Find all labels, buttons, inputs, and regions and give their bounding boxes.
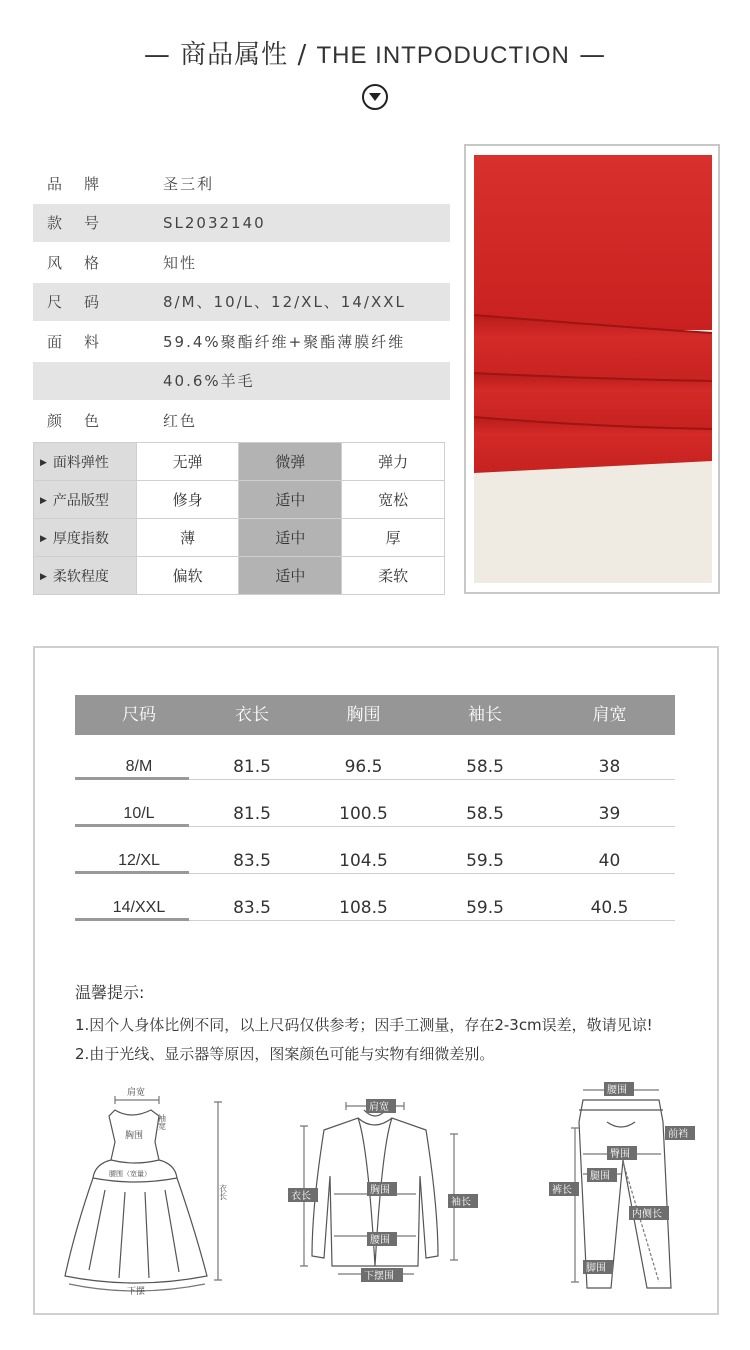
size-section bbox=[33, 646, 719, 1315]
feature-option-selected: 微弹 bbox=[239, 443, 342, 481]
attribute-value: 圣三利 bbox=[163, 174, 215, 193]
attribute-row-material-cont bbox=[33, 362, 450, 400]
value-cell: 96.5 bbox=[344, 757, 383, 777]
value-cell: 58.5 bbox=[466, 804, 504, 824]
table-row bbox=[75, 842, 675, 889]
tips-block bbox=[75, 978, 653, 1069]
pants-measure-diagram bbox=[547, 1082, 697, 1290]
header-cell: 尺码 bbox=[122, 705, 156, 725]
row-divider-accent bbox=[75, 824, 189, 827]
value-cell: 81.5 bbox=[233, 804, 271, 824]
header-cell: 衣长 bbox=[235, 705, 269, 725]
feature-grid bbox=[33, 442, 445, 595]
attribute-key: 面料 bbox=[47, 332, 122, 351]
table-row bbox=[75, 748, 675, 795]
pants-label-thigh: 腿围 bbox=[590, 1171, 610, 1182]
attribute-row-color bbox=[33, 401, 450, 439]
size-cell: 10/L bbox=[123, 805, 155, 822]
feature-option: 弹力 bbox=[342, 443, 445, 481]
attribute-key: 颜色 bbox=[47, 411, 122, 430]
attribute-row-style-no bbox=[33, 204, 450, 242]
size-cell: 8/M bbox=[125, 758, 153, 775]
feature-row-thickness bbox=[34, 519, 445, 557]
shirt-label-waist: 腰围 bbox=[370, 1235, 390, 1246]
value-cell: 40.5 bbox=[590, 898, 629, 918]
row-divider-accent bbox=[75, 777, 189, 780]
shirt-tags bbox=[288, 1099, 478, 1282]
pants-tags bbox=[549, 1082, 695, 1274]
tips-title: 温馨提示: bbox=[75, 983, 145, 1002]
feature-option: 修身 bbox=[136, 481, 239, 519]
value-cell: 81.5 bbox=[233, 757, 271, 777]
feature-option: 柔软 bbox=[342, 557, 445, 595]
value-cell: 108.5 bbox=[339, 898, 388, 918]
pants-label-inseam: 内侧长 bbox=[632, 1209, 662, 1220]
pants-label-waist: 腰围 bbox=[607, 1085, 627, 1096]
feature-option-selected: 适中 bbox=[239, 557, 342, 595]
feature-option: 宽松 bbox=[342, 481, 445, 519]
section-title: — 商品属性 / THE INTPODUCTION — bbox=[143, 40, 607, 70]
table-row bbox=[75, 889, 675, 936]
value-cell: 83.5 bbox=[233, 898, 271, 918]
attribute-key: 风格 bbox=[47, 253, 122, 272]
tip-line: 2.由于光线、显示器等原因，图案颜色可能与实物有细微差别。 bbox=[75, 1045, 495, 1063]
pants-label-rise: 前裆 bbox=[668, 1129, 688, 1140]
row-divider bbox=[189, 873, 675, 874]
triangle-right-icon: ▶ bbox=[40, 533, 47, 544]
size-cell: 12/XL bbox=[118, 852, 160, 869]
attribute-value: 知性 bbox=[163, 253, 198, 272]
triangle-right-icon: ▶ bbox=[40, 495, 47, 506]
shirt-label-chest: 胸围 bbox=[370, 1185, 390, 1196]
attribute-key: 尺码 bbox=[47, 293, 122, 311]
attribute-key: 款号 bbox=[47, 214, 122, 232]
feature-label: ▶ 厚度指数 bbox=[34, 519, 137, 557]
size-cell: 14/XXL bbox=[112, 899, 166, 916]
shirt-label-shoulder: 肩宽 bbox=[369, 1102, 389, 1113]
feature-option-selected: 适中 bbox=[239, 481, 342, 519]
chevron-down-circle-icon bbox=[362, 84, 388, 110]
size-table-body bbox=[75, 748, 675, 936]
shirt-label-sleeve: 袖长 bbox=[451, 1197, 471, 1208]
value-cell: 104.5 bbox=[339, 851, 388, 871]
row-divider-accent bbox=[75, 918, 189, 921]
fabric-photo-frame bbox=[464, 144, 720, 594]
dress-label-shoulder: 肩宽 bbox=[127, 1088, 146, 1098]
feature-option: 偏软 bbox=[136, 557, 239, 595]
feature-option: 无弹 bbox=[136, 443, 239, 481]
row-divider bbox=[189, 920, 675, 921]
triangle-right-icon: ▶ bbox=[40, 571, 47, 582]
shirt-label-length: 衣长 bbox=[291, 1191, 311, 1202]
size-table-header bbox=[75, 695, 675, 735]
feature-option: 厚 bbox=[342, 519, 445, 557]
table-row bbox=[75, 795, 675, 842]
value-cell: 83.5 bbox=[233, 851, 271, 871]
attribute-row-material bbox=[33, 322, 450, 360]
fabric-photo bbox=[474, 155, 712, 583]
value-cell: 59.5 bbox=[466, 851, 504, 871]
dress-label-chest: 胸围 bbox=[125, 1131, 144, 1141]
feature-row-fit bbox=[34, 481, 445, 519]
pants-label-length: 裤长 bbox=[552, 1185, 572, 1196]
header-cell: 肩宽 bbox=[592, 705, 627, 725]
pants-label-hem: 脚围 bbox=[586, 1263, 606, 1274]
feature-row-softness bbox=[34, 557, 445, 595]
value-cell: 100.5 bbox=[339, 804, 388, 824]
value-cell: 39 bbox=[598, 804, 621, 824]
triangle-right-icon: ▶ bbox=[40, 457, 47, 468]
value-cell: 38 bbox=[598, 757, 621, 777]
row-divider bbox=[189, 779, 675, 780]
section-header bbox=[0, 34, 750, 71]
feature-row-elasticity bbox=[34, 443, 445, 481]
attribute-value: 8/M、10/L、12/XL、14/XXL bbox=[163, 293, 406, 311]
dress-label-hem: 下摆 bbox=[127, 1287, 146, 1297]
attribute-value: 40.6%羊毛 bbox=[163, 372, 255, 390]
attribute-row-brand bbox=[33, 164, 450, 202]
feature-label: ▶ 面料弹性 bbox=[34, 443, 137, 481]
value-cell: 40 bbox=[598, 851, 621, 871]
attribute-list bbox=[33, 164, 450, 439]
attribute-row-size bbox=[33, 283, 450, 321]
dress-label-length: 衣长 bbox=[218, 1184, 228, 1200]
shirt-measure-diagram bbox=[288, 1096, 488, 1286]
attribute-key: 品牌 bbox=[47, 174, 122, 193]
value-cell: 58.5 bbox=[466, 757, 504, 777]
row-divider bbox=[189, 826, 675, 827]
attribute-value: SL2032140 bbox=[163, 213, 266, 232]
shirt-label-hem: 下摆围 bbox=[364, 1271, 394, 1282]
dress-label-waist: 腰围（宽量） bbox=[109, 1170, 151, 1178]
attribute-value: 红色 bbox=[163, 411, 198, 430]
attribute-value: 59.4%聚酯纤维+聚酯薄膜纤维 bbox=[163, 332, 406, 351]
row-divider-accent bbox=[75, 871, 189, 874]
feature-label: ▶ 柔软程度 bbox=[34, 557, 137, 595]
header-cell: 袖长 bbox=[468, 705, 502, 725]
value-cell: 59.5 bbox=[466, 898, 504, 918]
feature-label: ▶ 产品版型 bbox=[34, 481, 137, 519]
attribute-row-style bbox=[33, 243, 450, 281]
header-cell: 胸围 bbox=[346, 705, 381, 725]
dress-measure-diagram bbox=[55, 1080, 255, 1298]
feature-option: 薄 bbox=[136, 519, 239, 557]
feature-option-selected: 适中 bbox=[239, 519, 342, 557]
pants-label-hip: 臀围 bbox=[610, 1149, 630, 1160]
dress-label-sleeve: 袖宽 bbox=[157, 1114, 167, 1130]
tip-line: 1.因个人身体比例不同，以上尺码仅供参考；因手工测量，存在2-3cm误差，敬请见谅! bbox=[75, 1016, 653, 1034]
